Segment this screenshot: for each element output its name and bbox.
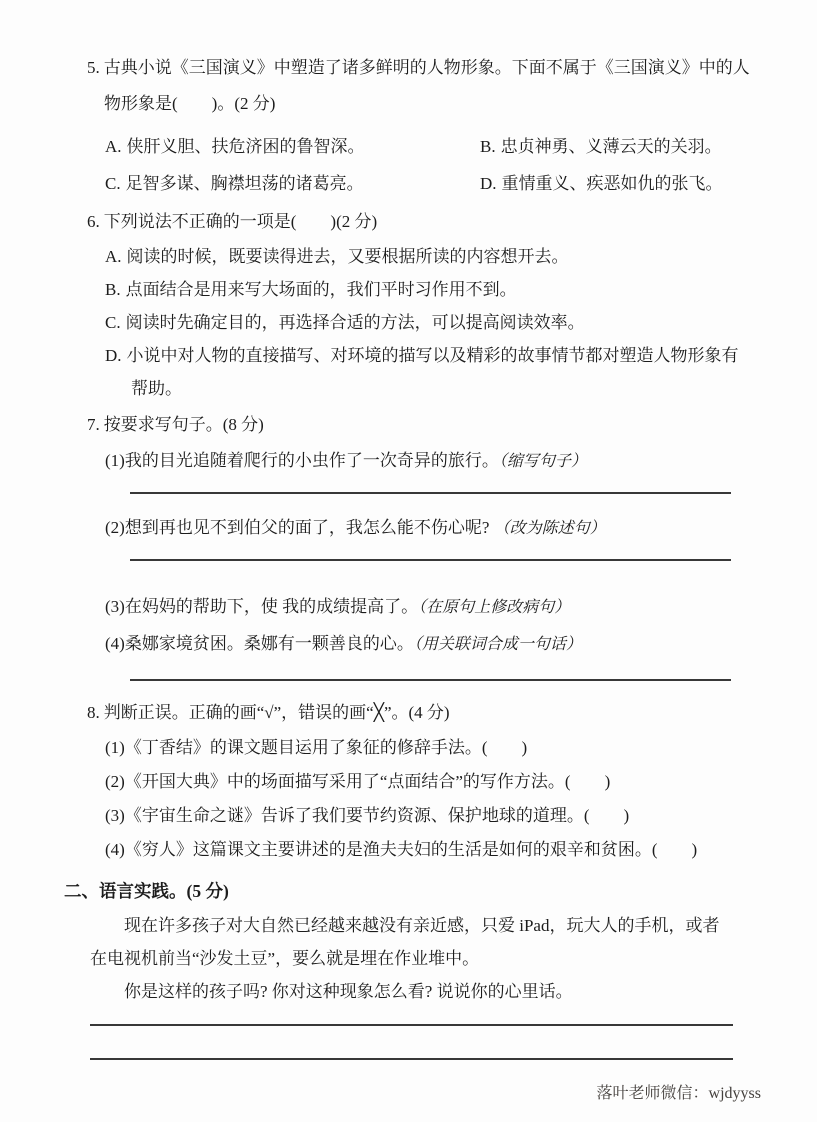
item-number: (3) <box>105 806 125 825</box>
item-text: 想到再也见不到伯父的面了，我怎么能不伤心呢? <box>124 518 490 537</box>
item-blank: ( ) <box>583 806 630 825</box>
question-7-item-1 <box>105 443 761 480</box>
question-8-item-3 <box>105 799 761 833</box>
item-text: 《穷人》这篇课文主要讲述的是渔夫夫妇的生活是如何的艰辛和贫困。 <box>124 840 652 859</box>
section-2-paragraph-2: 你是这样的孩子吗? 你对这种现象怎么看? 说说你的心里话。 <box>124 982 573 1001</box>
question-8-item-4 <box>105 833 761 867</box>
option-b <box>480 128 722 165</box>
question-8-item-1 <box>105 731 761 765</box>
item-text: 《丁香结》的课文题目运用了象征的修辞手法。 <box>124 738 482 757</box>
option-b-text: 忠贞神勇、义薄云天的关羽。 <box>500 137 722 156</box>
item-text: 《宇宙生命之谜》告诉了我们要节约资源、保护地球的道理。 <box>124 806 584 825</box>
option-a <box>105 128 480 165</box>
question-8-number: 8. <box>87 703 100 722</box>
question-7-item-4 <box>105 626 761 663</box>
question-8-text: 判断正误。正确的画“√”，错误的画“╳”。(4 分) <box>103 703 450 722</box>
item-number: (4) <box>105 840 125 859</box>
question-5-text: 古典小说《三国演义》中塑造了诸多鲜明的人物形象。下面不属于《三国演义》中的人物形象是( )。(2 分) <box>103 58 750 113</box>
item-blank: ( ) <box>481 738 528 757</box>
item-hint: （用关联词合成一句话） <box>413 636 582 653</box>
option-a-label: A. <box>105 137 122 156</box>
section-2-paragraph-1: 现在许多孩子对大自然已经越来越没有亲近感，只爱 iPad，玩大人的手机，或者在电视机前当“沙发土豆”，要么就是埋在作业堆中。 <box>90 916 720 968</box>
question-5 <box>64 50 761 202</box>
item-number: (1) <box>105 738 125 757</box>
question-5-number: 5. <box>87 58 100 77</box>
item-hint: （缩写句子） <box>498 453 587 470</box>
question-6-text: 下列说法不正确的一项是( )(2 分) <box>103 212 378 231</box>
option-c-text: 阅读时先确定目的，再选择合适的方法，可以提高阅读效率。 <box>125 313 585 332</box>
question-5-options <box>105 128 761 202</box>
item-text: 桑娜家境贫困。桑娜有一颗善良的心。 <box>124 634 414 653</box>
option-d-text: 重情重义、疾恶如仇的张飞。 <box>501 174 723 193</box>
option-d <box>480 165 723 202</box>
option-c-text: 足智多谋、胸襟坦荡的诸葛亮。 <box>125 174 364 193</box>
answer-line <box>90 1058 733 1060</box>
option-c <box>105 165 480 202</box>
section-2-heading: 二、语言实践。(5 分) <box>64 881 229 901</box>
item-number: (4) <box>105 634 125 653</box>
question-7-head <box>87 407 761 443</box>
item-hint: （在原句上修改病句） <box>418 599 571 616</box>
option-c-label: C. <box>105 313 121 332</box>
option-d-label: D. <box>105 346 122 365</box>
question-8-head <box>87 695 761 731</box>
question-6-number: 6. <box>87 212 100 231</box>
question-7-number: 7. <box>87 415 100 434</box>
item-number: (3) <box>105 597 125 616</box>
question-8 <box>64 695 761 867</box>
answer-line <box>130 492 731 494</box>
question-7 <box>64 407 761 681</box>
question-7-text: 按要求写句子。(8 分) <box>103 415 264 434</box>
item-number: (2) <box>105 518 125 537</box>
item-blank: ( ) <box>564 772 611 791</box>
option-b <box>105 273 747 306</box>
question-7-item-2 <box>105 510 761 547</box>
question-6-head <box>87 204 761 240</box>
option-row <box>105 128 761 165</box>
option-a <box>105 240 747 273</box>
question-5-head <box>87 50 761 122</box>
option-b-text: 点面结合是用来写大场面的，我们平时习作用不到。 <box>125 280 517 299</box>
option-a-text: 侠肝义胆、扶危济困的鲁智深。 <box>126 137 365 156</box>
answer-line <box>130 679 731 681</box>
option-c <box>105 306 747 339</box>
item-text: 在妈妈的帮助下，使 我的成绩提高了。 <box>124 597 419 616</box>
item-number: (1) <box>105 451 125 470</box>
option-b-label: B. <box>480 137 496 156</box>
option-row <box>105 165 761 202</box>
option-d-label: D. <box>480 174 497 193</box>
item-hint: （改为陈述句） <box>493 520 606 537</box>
item-text: 我的目光追随着爬行的小虫作了一次奇异的旅行。 <box>124 451 499 470</box>
item-number: (2) <box>105 772 125 791</box>
answer-line <box>90 1024 733 1026</box>
item-text: 《开国大典》中的场面描写采用了“点面结合”的写作方法。 <box>124 772 565 791</box>
question-6-options <box>105 240 747 405</box>
question-6 <box>64 204 761 405</box>
question-8-item-2 <box>105 765 761 799</box>
answer-line <box>130 559 731 561</box>
option-a-text: 阅读的时候，既要读得进去，又要根据所读的内容想开去。 <box>126 247 569 266</box>
option-c-label: C. <box>105 174 121 193</box>
option-d-text: 小说中对人物的直接描写、对环境的描写以及精彩的故事情节都对塑造人物形象有帮助。 <box>126 346 739 398</box>
question-7-item-3 <box>105 589 761 626</box>
section-2 <box>64 873 761 1060</box>
item-blank: ( ) <box>651 840 698 859</box>
footer-wechat-note: 落叶老师微信：wjdyyss <box>596 1085 761 1102</box>
option-a-label: A. <box>105 247 122 266</box>
option-b-label: B. <box>105 280 121 299</box>
option-d <box>105 339 747 405</box>
